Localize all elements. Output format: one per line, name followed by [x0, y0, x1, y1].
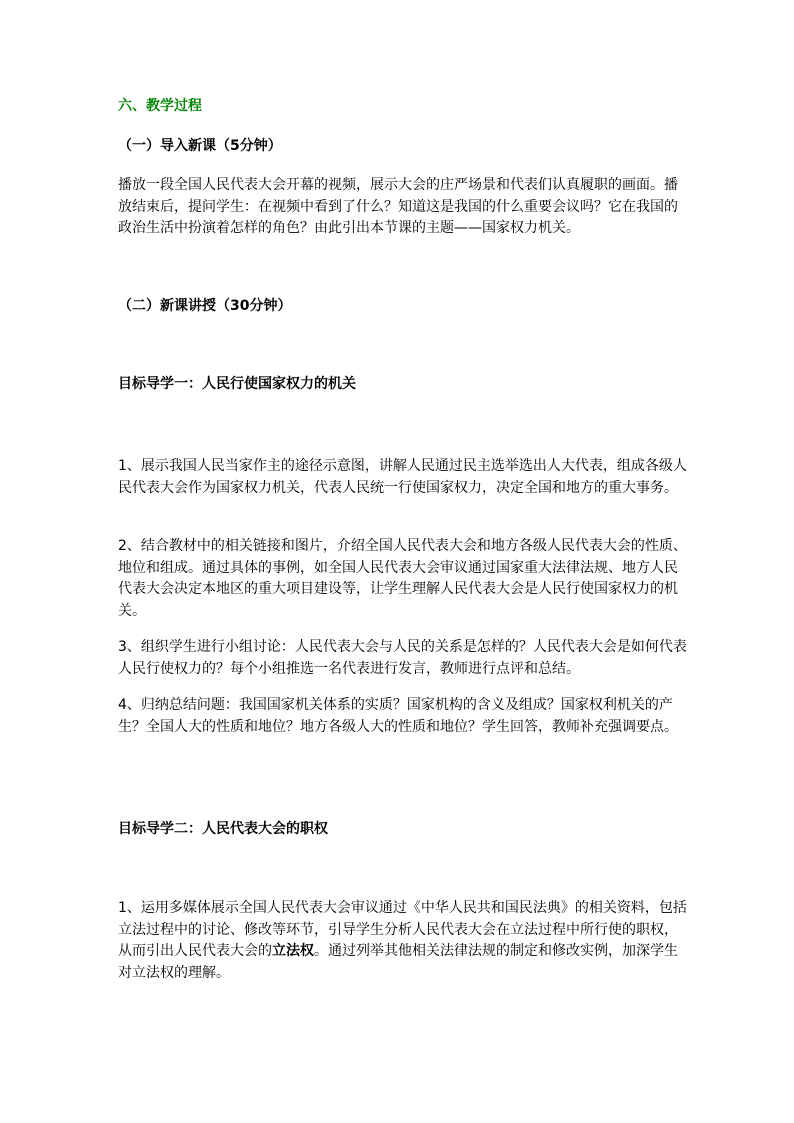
goal2-heading: 目标导学二：人民代表大会的职权	[118, 821, 328, 837]
goal1-item-2: 2、结合教材中的相关链接和图片，介绍全国人民代表大会和地方各级人民代表大会的性质、地位和组成。通过具体的事例，如全国人民代表大会审议通过国家重大法律法规、地方人民代表大会决定本地区的重大项目建设等，让学生理解人民代表大会是人民行使国家权力的机关。	[118, 538, 687, 619]
section-title: 六、教学过程	[118, 98, 202, 114]
goal1-item-4: 4、归纳总结问题：我国国家机关体系的实质？国家机构的含义及组成？国家权利机关的产生？全国人大的性质和地位？地方各级人大的性质和地位？学生回答，教师补充强调要点。	[118, 697, 678, 735]
goal1-item-3: 3、组织学生进行小组讨论：人民代表大会与人民的关系是怎样的？人民代表大会是如何代表人民行使权力的？每个小组推选一名代表进行发言，教师进行点评和总结。	[118, 639, 687, 677]
intro-heading: （一）导入新课（5分钟）	[118, 138, 282, 154]
intro-paragraph: 播放一段全国人民代表大会开幕的视频，展示大会的庄严场景和代表们认真履职的画面。播放结束后，提问学生：在视频中看到了什么？知道这是我国的什么重要会议吗？它在我国的政治生活中扮演着怎样的角色？由此引出本节课的主题——国家权力机关。	[118, 177, 678, 236]
goal2-item-1-text-b: 。通过列举其他相关法律法规的制定和修改实例，加深学生对立法权的理解。	[118, 943, 678, 981]
goal1-item-1: 1、展示我国人民当家作主的途径示意图，讲解人民通过民主选举选出人大代表，组成各级人民代表大会作为国家权力机关，代表人民统一行使国家权力，决定全国和地方的重大事务。	[118, 458, 687, 496]
lecture-heading: （二）新课讲授（30分钟）	[118, 298, 292, 314]
goal1-heading: 目标导学一：人民行使国家权力的机关	[118, 376, 356, 392]
goal2-item-1	[118, 898, 688, 984]
legislative-power-term: 立法权	[272, 943, 314, 959]
goal2-item-1-text-a: 1、运用多媒体展示全国人民代表大会审议通过《中华人民共和国民法典》的相关资料，包括立法过程中的讨论、修改等环节，引导学生分析人民代表大会在立法过程中所行使的职权，从而引出人民代表大会的	[118, 900, 687, 959]
